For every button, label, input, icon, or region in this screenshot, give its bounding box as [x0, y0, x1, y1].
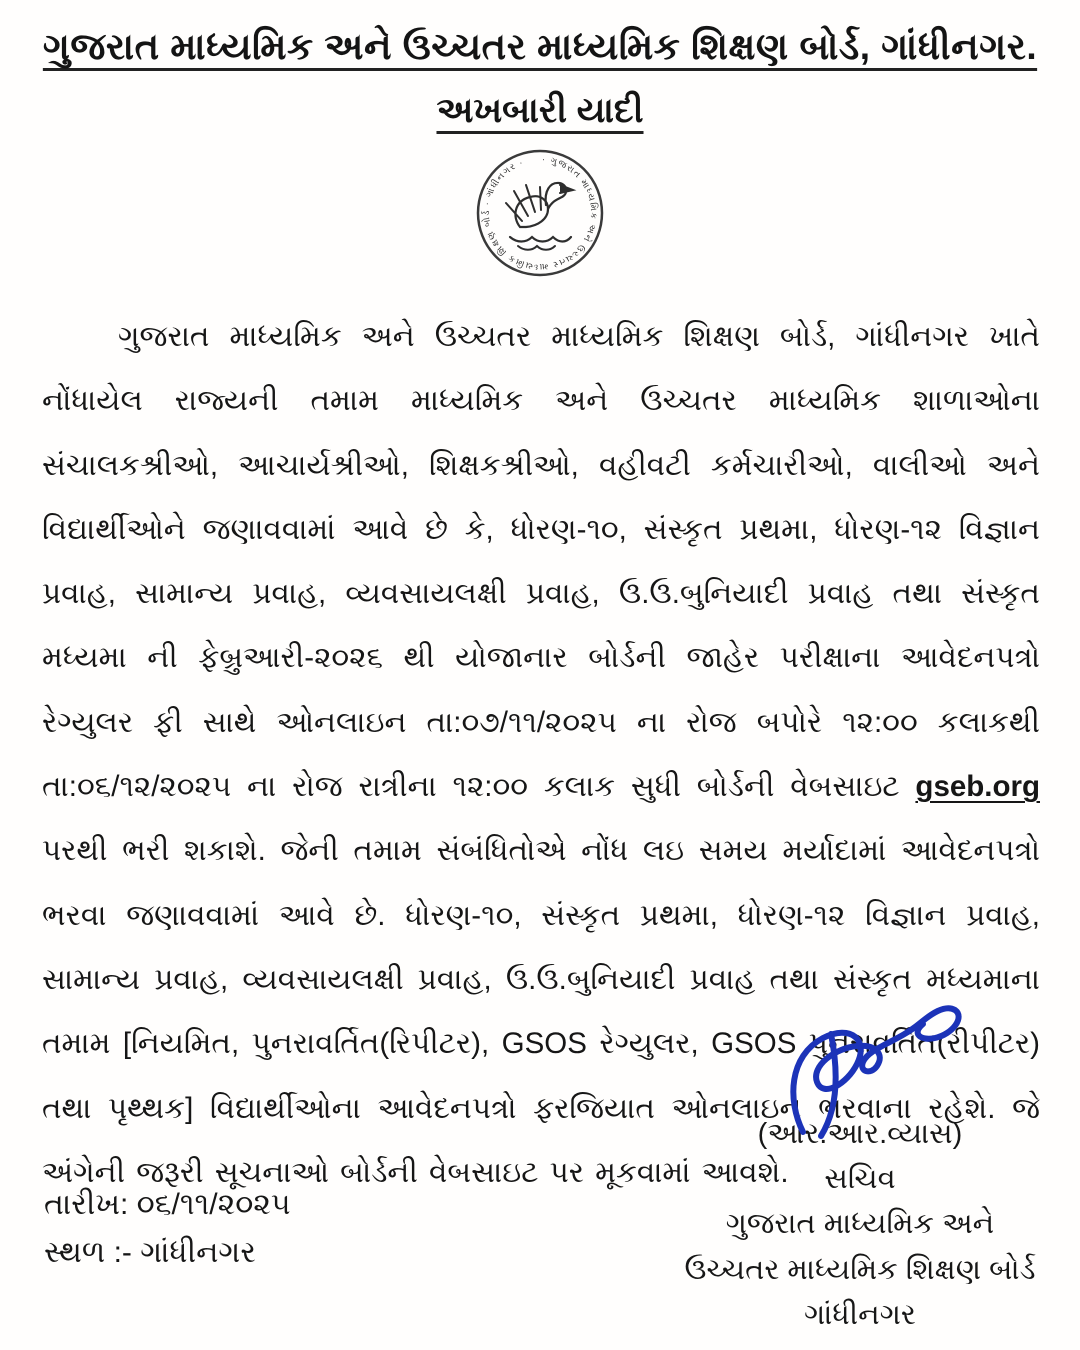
swan-emblem-icon	[474, 147, 606, 279]
page-title-text: ગુજરાત માધ્યમિક અને ઉચ્ચતર માધ્યમિક શિક્ષણ બોર્ડ, ગાંધીનગર.	[42, 26, 1038, 67]
body-text-part1: ગુજરાત માધ્યમિક અને ઉચ્ચતર માધ્યમિક શિક્ષણ બોર્ડ, ગાંધીનગર ખાતે નોંધાયેલ રાજ્યની તમામ માધ્યમિક અને ઉચ્ચતર માધ્યમિક શાળાઓના સંચાલકશ્રીઓ, આચાર્યશ્રીઓ, શિક્ષકશ્રીઓ, વહીવટી કર્મચારીઓ, વાલીઓ અને વિદ્યાર્થીઓને જણાવવામાં આવે છે કે, ધોરણ-૧૦, સંસ્કૃત પ્રથમા, ધોરણ-૧૨ વિજ્ઞાન પ્રવાહ, સામાન્ય પ્રવાહ, વ્યવસાયલક્ષી પ્રવાહ, ઉ.ઉ.બુનિયાદી પ્રવાહ તથા સંસ્કૃત મધ્યમા ની ફેબ્રુઆરી-૨૦૨૬ થી યોજાનાર બોર્ડની જાહેર પરીક્ષાના આવેદનપત્રો રેગ્યુલર ફી સાથે ઓનલાઇન તા:૦૭/૧૧/૨૦૨૫ ના રોજ બપોરે ૧૨:૦૦ કલાકથી તા:૦૬/૧૨/૨૦૨૫ ના રોજ રાત્રીના ૧૨:૦૦ કલાક સુધી બોર્ડની વેબસાઇટ	[42, 320, 1040, 804]
body-text-part2: પરથી ભરી શકાશે. જેની તમામ સંબંધિતોએ નોંધ લઇ સમય મર્યાદામાં આવેદનપત્રો ભરવા જણાવવામાં આવે છે. ધોરણ-૧૦, સંસ્કૃત પ્રથમા, ધોરણ-૧૨ વિજ્ઞાન પ્રવાહ, સામાન્ય પ્રવાહ, વ્યવસાયલક્ષી પ્રવાહ, ઉ.ઉ.બુનિયાદી પ્રવાહ તથા સંસ્કૃત મધ્યમાના તમામ [નિયમિત, પુનરાવર્તિત(રિપીટર), GSOS રેગ્યુલર, GSOS પુનરાવર્તિત(રીપીટર) તથા પૃથ્થક] વિદ્યાર્થીઓના આવેદનપત્રો ફરજિયાત ઓનલાઇન ભરવાના રહેશે. જે અંગેની જરૂરી સૂચનાઓ બોર્ડની વેબસાઇટ પર મૂકવામાં આવશે.	[42, 834, 1040, 1189]
signatory-org-line3: ગાંધીનગર	[804, 1298, 916, 1331]
page-subtitle-text: અખબારી યાદી	[436, 91, 644, 130]
signatory-name: (આર.આર.વ્યાસ)	[757, 1117, 963, 1150]
signature-ink-icon	[773, 990, 983, 1140]
emblem-ring-text-holder	[480, 154, 599, 272]
signatory-org-line2: ઉચ્ચતર માધ્યમિક શિક્ષણ બોર્ડ	[684, 1253, 1036, 1286]
signature-block	[670, 996, 1050, 1338]
page-title	[0, 26, 1080, 69]
signatory-org-line1: ગુજરાત માધ્યમિક અને	[725, 1208, 995, 1241]
signatory-designation: સચિવ	[824, 1163, 896, 1196]
page-subtitle	[0, 91, 1080, 131]
date-line: તારીખ: ૦૬/૧૧/૨૦૨૫	[44, 1188, 291, 1222]
footer-date-place	[44, 1181, 291, 1276]
swan-icon	[506, 183, 573, 250]
emblem-outer-circle	[478, 151, 602, 275]
board-logo	[0, 147, 1080, 279]
website-link: gseb.org	[915, 770, 1040, 804]
emblem-ring-text: · ગુજરાત માધ્યમિક અને ઉચ્ચતર માધ્યમિક શિક્ષણ બોર્ડ · ગાંધીનગર ·	[480, 154, 600, 273]
place-line: સ્થળ :- ગાંધીનગર	[44, 1235, 256, 1269]
